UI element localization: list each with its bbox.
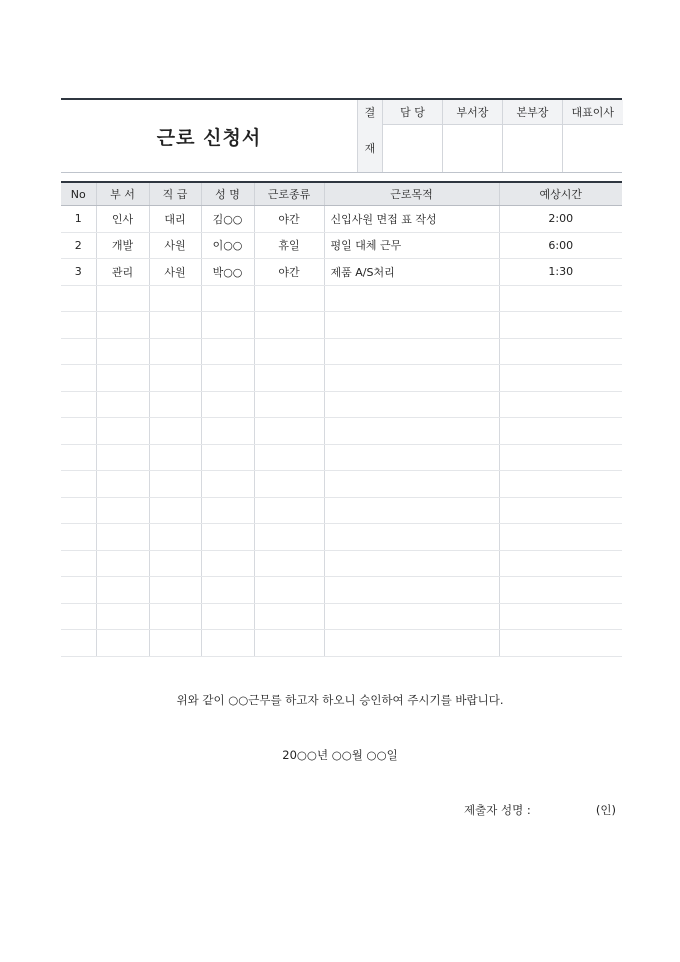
approval-side-label-top: 결 xyxy=(358,100,383,125)
empty-cell[interactable] xyxy=(149,391,201,418)
cell-work-type: 휴일 xyxy=(254,232,324,259)
empty-cell[interactable] xyxy=(61,630,96,657)
empty-cell[interactable] xyxy=(201,338,254,365)
empty-cell[interactable] xyxy=(149,630,201,657)
empty-cell[interactable] xyxy=(324,524,499,551)
empty-table-row xyxy=(61,391,622,418)
empty-table-row xyxy=(61,524,622,551)
empty-table-row xyxy=(61,285,622,312)
approval-sign-cell[interactable] xyxy=(443,125,503,173)
cell-department: 인사 xyxy=(96,206,149,233)
empty-cell[interactable] xyxy=(254,418,324,445)
request-statement: 위와 같이 ○○근무를 하고자 하오니 승인하여 주시기를 바랍니다. xyxy=(176,693,504,707)
empty-cell[interactable] xyxy=(499,524,622,551)
empty-cell[interactable] xyxy=(96,365,149,392)
empty-cell[interactable] xyxy=(324,285,499,312)
empty-cell[interactable] xyxy=(61,312,96,339)
cell-no: 1 xyxy=(61,206,96,233)
cell-purpose: 신입사원 면접 표 작성 xyxy=(324,206,499,233)
cell-expected-time: 1:30 xyxy=(499,259,622,286)
cell-name: 박○○ xyxy=(201,259,254,286)
empty-cell[interactable] xyxy=(254,577,324,604)
approval-sign-cell[interactable] xyxy=(503,125,563,173)
empty-cell[interactable] xyxy=(254,497,324,524)
empty-cell[interactable] xyxy=(149,418,201,445)
empty-cell[interactable] xyxy=(499,418,622,445)
empty-cell[interactable] xyxy=(96,630,149,657)
empty-cell[interactable] xyxy=(96,312,149,339)
empty-cell[interactable] xyxy=(324,444,499,471)
empty-cell[interactable] xyxy=(96,338,149,365)
empty-table-row xyxy=(61,603,622,630)
empty-cell[interactable] xyxy=(324,630,499,657)
cell-no: 3 xyxy=(61,259,96,286)
empty-cell[interactable] xyxy=(149,365,201,392)
approval-sign-cell[interactable] xyxy=(383,125,443,173)
cell-department: 개발 xyxy=(96,232,149,259)
empty-cell[interactable] xyxy=(499,365,622,392)
cell-expected-time: 2:00 xyxy=(499,206,622,233)
empty-cell[interactable] xyxy=(201,391,254,418)
empty-cell[interactable] xyxy=(61,444,96,471)
empty-cell[interactable] xyxy=(201,524,254,551)
empty-cell[interactable] xyxy=(149,444,201,471)
cell-purpose: 제품 A/S처리 xyxy=(324,259,499,286)
empty-table-row xyxy=(61,471,622,498)
empty-cell[interactable] xyxy=(149,577,201,604)
empty-table-row xyxy=(61,418,622,445)
col-header-no: No xyxy=(61,182,96,206)
empty-cell[interactable] xyxy=(201,444,254,471)
cell-department: 관리 xyxy=(96,259,149,286)
empty-cell[interactable] xyxy=(201,285,254,312)
approval-role-division-head: 본부장 xyxy=(503,100,563,125)
empty-cell[interactable] xyxy=(96,524,149,551)
empty-cell[interactable] xyxy=(201,577,254,604)
cell-no: 2 xyxy=(61,232,96,259)
col-header-work-type: 근로종류 xyxy=(254,182,324,206)
cell-expected-time: 6:00 xyxy=(499,232,622,259)
empty-cell[interactable] xyxy=(499,550,622,577)
cell-position: 사원 xyxy=(149,232,201,259)
empty-cell[interactable] xyxy=(61,285,96,312)
empty-cell[interactable] xyxy=(499,630,622,657)
empty-cell[interactable] xyxy=(96,550,149,577)
approval-role-dept-head: 부서장 xyxy=(443,100,503,125)
empty-cell[interactable] xyxy=(96,285,149,312)
empty-cell[interactable] xyxy=(201,365,254,392)
empty-cell[interactable] xyxy=(201,418,254,445)
empty-cell[interactable] xyxy=(499,312,622,339)
table-header-row xyxy=(61,182,622,206)
col-header-department: 부 서 xyxy=(96,182,149,206)
col-header-expected-time: 예상시간 xyxy=(499,182,622,206)
empty-cell[interactable] xyxy=(61,550,96,577)
empty-cell[interactable] xyxy=(499,285,622,312)
empty-cell[interactable] xyxy=(324,603,499,630)
empty-cell[interactable] xyxy=(201,471,254,498)
empty-cell[interactable] xyxy=(149,524,201,551)
empty-cell[interactable] xyxy=(149,471,201,498)
approval-box xyxy=(357,100,623,172)
cell-position: 대리 xyxy=(149,206,201,233)
empty-cell[interactable] xyxy=(96,418,149,445)
approval-side-label-bottom: 재 xyxy=(358,125,383,173)
empty-cell[interactable] xyxy=(149,338,201,365)
empty-cell[interactable] xyxy=(96,603,149,630)
empty-cell[interactable] xyxy=(201,497,254,524)
cell-work-type: 야간 xyxy=(254,259,324,286)
cell-purpose: 평일 대체 근무 xyxy=(324,232,499,259)
empty-cell[interactable] xyxy=(254,365,324,392)
empty-table-row xyxy=(61,365,622,392)
cell-name: 김○○ xyxy=(201,206,254,233)
empty-cell[interactable] xyxy=(149,497,201,524)
empty-cell[interactable] xyxy=(324,391,499,418)
empty-cell[interactable] xyxy=(254,312,324,339)
empty-cell[interactable] xyxy=(96,577,149,604)
empty-cell[interactable] xyxy=(499,338,622,365)
table-row xyxy=(61,259,622,286)
seal-mark: (인) xyxy=(595,803,616,817)
empty-cell[interactable] xyxy=(201,312,254,339)
work-request-table xyxy=(61,181,622,657)
empty-cell[interactable] xyxy=(61,365,96,392)
document-title: 근로 신청서 xyxy=(156,126,262,149)
empty-table-row xyxy=(61,444,622,471)
empty-cell[interactable] xyxy=(324,577,499,604)
empty-cell[interactable] xyxy=(61,603,96,630)
col-header-purpose: 근로목적 xyxy=(324,182,499,206)
empty-cell[interactable] xyxy=(96,391,149,418)
empty-cell[interactable] xyxy=(254,550,324,577)
empty-cell[interactable] xyxy=(324,312,499,339)
empty-cell[interactable] xyxy=(254,285,324,312)
col-header-position: 직 급 xyxy=(149,182,201,206)
col-header-name: 성 명 xyxy=(201,182,254,206)
empty-cell[interactable] xyxy=(254,471,324,498)
empty-cell[interactable] xyxy=(254,338,324,365)
empty-cell[interactable] xyxy=(61,418,96,445)
cell-name: 이○○ xyxy=(201,232,254,259)
empty-cell[interactable] xyxy=(254,391,324,418)
empty-cell[interactable] xyxy=(324,365,499,392)
empty-cell[interactable] xyxy=(499,577,622,604)
empty-cell[interactable] xyxy=(324,418,499,445)
empty-cell[interactable] xyxy=(96,444,149,471)
empty-cell[interactable] xyxy=(499,444,622,471)
empty-cell[interactable] xyxy=(201,630,254,657)
empty-cell[interactable] xyxy=(149,312,201,339)
empty-cell[interactable] xyxy=(61,524,96,551)
empty-cell[interactable] xyxy=(499,497,622,524)
approval-role-staff: 담 당 xyxy=(383,100,443,125)
empty-cell[interactable] xyxy=(61,338,96,365)
table-row xyxy=(61,206,622,233)
document-header xyxy=(61,98,622,173)
empty-table-row xyxy=(61,312,622,339)
empty-table-row xyxy=(61,497,622,524)
empty-cell[interactable] xyxy=(61,471,96,498)
empty-cell[interactable] xyxy=(201,550,254,577)
empty-table-row xyxy=(61,630,622,657)
empty-cell[interactable] xyxy=(324,550,499,577)
empty-table-row xyxy=(61,577,622,604)
empty-cell[interactable] xyxy=(499,391,622,418)
empty-cell[interactable] xyxy=(254,444,324,471)
empty-cell[interactable] xyxy=(499,603,622,630)
approval-role-ceo: 대표이사 xyxy=(563,100,623,125)
empty-cell[interactable] xyxy=(254,524,324,551)
cell-work-type: 야간 xyxy=(254,206,324,233)
empty-cell[interactable] xyxy=(254,630,324,657)
empty-cell[interactable] xyxy=(149,603,201,630)
approval-sign-cell[interactable] xyxy=(563,125,623,173)
empty-cell[interactable] xyxy=(499,471,622,498)
empty-cell[interactable] xyxy=(254,603,324,630)
empty-cell[interactable] xyxy=(61,391,96,418)
empty-cell[interactable] xyxy=(149,285,201,312)
empty-cell[interactable] xyxy=(96,497,149,524)
empty-cell[interactable] xyxy=(201,603,254,630)
cell-position: 사원 xyxy=(149,259,201,286)
empty-cell[interactable] xyxy=(324,497,499,524)
empty-cell[interactable] xyxy=(96,471,149,498)
empty-cell[interactable] xyxy=(61,497,96,524)
empty-cell[interactable] xyxy=(61,577,96,604)
table-row xyxy=(61,232,622,259)
empty-cell[interactable] xyxy=(324,338,499,365)
empty-table-row xyxy=(61,338,622,365)
submitter-name-label: 제출자 성명 : xyxy=(464,803,531,817)
empty-cell[interactable] xyxy=(149,550,201,577)
submission-date: 20○○년 ○○월 ○○일 xyxy=(282,748,398,762)
empty-cell[interactable] xyxy=(324,471,499,498)
empty-table-row xyxy=(61,550,622,577)
